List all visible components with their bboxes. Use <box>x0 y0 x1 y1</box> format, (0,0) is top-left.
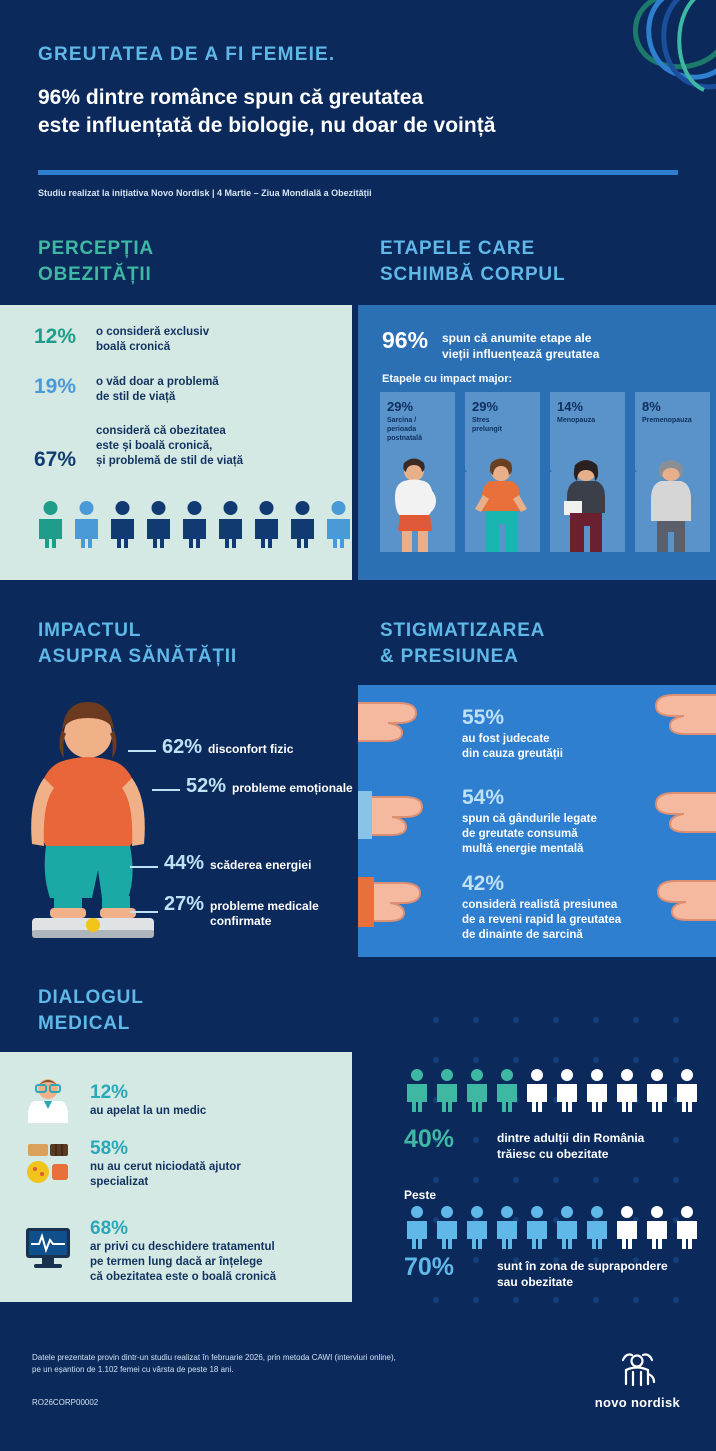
leader-line-2 <box>130 866 158 868</box>
stages-head-line1: ETAPELE CARE <box>380 238 535 259</box>
perception-item-1 <box>34 375 219 405</box>
header-subtitle: Studiu realizat la inițiativa Novo Nordisk | 4 Martie – Ziua Mondială a Obezității <box>38 188 372 198</box>
person-icon <box>404 1068 430 1112</box>
stigma-text-2: consideră realistă presiunea de a reveni rapid la greutatea de dinainte de sarcină <box>462 899 622 941</box>
stat-text-1: sunt în zona de supraponderе sau obezitate <box>497 1259 668 1289</box>
novo-nordisk-logo <box>595 1350 680 1410</box>
header-divider <box>38 170 678 175</box>
stages-list <box>380 392 710 552</box>
health-item-2 <box>164 852 311 875</box>
footer <box>0 1330 716 1451</box>
stage-label-2: Menopauza <box>557 417 596 424</box>
stigma-item-0 <box>462 706 563 762</box>
person-icon <box>404 1205 430 1249</box>
stigma-text-0: au fost judecate din cauza greutății <box>462 733 563 760</box>
leader-line-3 <box>130 911 158 913</box>
perception-pct-1: 19% <box>34 375 77 398</box>
stat-prefix-1: Peste <box>404 1188 437 1202</box>
person-icon <box>34 500 67 548</box>
stat-pct-1: 70% <box>404 1253 455 1281</box>
perception-pct-0: 12% <box>34 325 77 348</box>
stage-label-0: Sarcina / perioada postnatală <box>387 417 423 442</box>
header-title <box>38 84 638 141</box>
stages-head-line2: SCHIMBĂ CORPUL <box>380 263 566 285</box>
perception-text-0: o consideră exclusiv boală cronică <box>96 326 210 353</box>
dialog-item-0 <box>90 1082 206 1119</box>
section-heading-health <box>38 618 237 669</box>
stigma-pct-0: 55% <box>462 706 505 729</box>
dialog-text-2: ar privi cu deschidere tratamentul pe termen lung dacă ar înțelege că obezitatea este o boală cronică <box>90 1241 276 1283</box>
stage-arrow-1 <box>543 464 552 478</box>
person-icon <box>106 500 139 548</box>
section-heading-stigma <box>380 618 545 669</box>
stage-label-3: Premenopauza <box>642 417 692 424</box>
health-text-0: disconfort fizic <box>208 742 294 756</box>
dialog-text-0: au apelat la un medic <box>90 1105 207 1117</box>
perception-head-line2: OBEZITĂȚII <box>38 263 152 285</box>
health-pct-0: 62% <box>162 736 203 758</box>
person-icon <box>614 1068 640 1112</box>
monitor-icon <box>22 1222 74 1274</box>
stages-big-pct: 96% <box>382 327 429 353</box>
health-item-1 <box>186 775 353 798</box>
person-icon <box>464 1068 490 1112</box>
stigma-text-1: spun că gândurile legate de greutate consumă multă energie mentală <box>462 813 597 855</box>
person-icon <box>70 500 103 548</box>
perception-people-icons <box>34 500 355 548</box>
health-pct-3: 27% <box>164 893 205 915</box>
stat-people-row-0 <box>404 1068 700 1112</box>
pregnant-woman-illustration <box>380 457 455 552</box>
stigma-head-line2: & PRESIUNEA <box>380 645 519 667</box>
person-icon <box>584 1205 610 1249</box>
health-text-1: probleme emoționale <box>232 781 353 795</box>
person-icon <box>524 1068 550 1112</box>
header-title-line1: 96% dintre românce spun că greutatea <box>38 86 424 109</box>
stressed-woman-illustration <box>465 457 540 552</box>
person-icon <box>214 500 247 548</box>
person-icon <box>178 500 211 548</box>
health-pct-2: 44% <box>164 852 205 874</box>
stage-card-2 <box>550 392 625 552</box>
dialog-pct-2: 68% <box>90 1218 129 1239</box>
person-icon <box>554 1205 580 1249</box>
leader-line-1 <box>152 789 180 791</box>
food-icon <box>22 1140 74 1192</box>
health-text-2: scăderea energiei <box>210 858 312 872</box>
person-icon <box>524 1205 550 1249</box>
person-icon <box>644 1205 670 1249</box>
leader-line-0 <box>128 750 156 752</box>
header-kicker: GREUTATEA DE A FI FEMEIE. <box>38 44 336 65</box>
perception-head-line1: PERCEPȚIA <box>38 238 154 259</box>
health-pct-1: 52% <box>186 775 227 797</box>
person-icon <box>494 1205 520 1249</box>
dialog-text-1: nu au cerut niciodată ajutor specializat <box>90 1161 241 1188</box>
stigma-head-line1: STIGMATIZAREA <box>380 620 546 641</box>
dialog-head-line2: MEDICAL <box>38 1012 131 1034</box>
stigma-item-1 <box>462 786 597 857</box>
stages-sub-label: Etapele cu impact major: <box>382 373 513 385</box>
section-heading-dialog <box>38 985 144 1036</box>
person-icon <box>286 500 319 548</box>
older-woman-illustration <box>635 457 710 552</box>
dialog-item-2 <box>90 1218 276 1285</box>
person-icon <box>554 1068 580 1112</box>
person-icon <box>464 1205 490 1249</box>
person-icon <box>322 500 355 548</box>
footer-code: RO26CORP00002 <box>32 1398 99 1407</box>
stigma-item-2 <box>462 872 621 943</box>
perception-item-0 <box>34 325 209 355</box>
dialog-item-1 <box>90 1138 241 1190</box>
stage-card-1 <box>465 392 540 552</box>
person-icon <box>250 500 283 548</box>
health-head-line1: IMPACTUL <box>38 620 142 641</box>
person-icon <box>644 1068 670 1112</box>
stage-label-1: Stres prelungit <box>472 417 502 433</box>
stat-people-row-1 <box>404 1205 700 1249</box>
perception-pct-2: 67% <box>34 448 77 471</box>
header <box>0 0 716 215</box>
stat-text-0: dintre adulții din România trăiesc cu obezitate <box>497 1131 645 1161</box>
perception-text-1: o văd doar a problemă de stil de viață <box>96 376 219 403</box>
stat-block-0 <box>404 1125 454 1154</box>
doctor-icon <box>22 1075 74 1125</box>
person-icon <box>614 1205 640 1249</box>
stage-pct-0: 29% <box>387 399 414 414</box>
person-icon <box>494 1068 520 1112</box>
stigma-pct-1: 54% <box>462 786 505 809</box>
apis-bull-icon <box>613 1350 661 1390</box>
stage-arrow-0 <box>458 464 467 478</box>
person-icon <box>674 1205 700 1249</box>
perception-item-2 <box>34 424 243 472</box>
stage-card-3 <box>635 392 710 552</box>
stat-pct-0: 40% <box>404 1125 455 1153</box>
dialog-pct-1: 58% <box>90 1138 129 1159</box>
logo-wordmark: novo nordisk <box>594 1395 680 1410</box>
health-head-line2: ASUPRA SĂNĂTĂȚII <box>38 645 237 667</box>
footer-note: Datele prezentate provin dintr-un studiu realizat în februarie 2026, prin metoda CAWI (interviuri online), pe un eșantion de 1.102 femei cu vârsta de peste 18 ani. <box>32 1353 396 1375</box>
person-icon <box>584 1068 610 1112</box>
stigma-pct-2: 42% <box>462 872 505 895</box>
stat-block-1 <box>404 1253 454 1282</box>
person-icon <box>434 1205 460 1249</box>
perception-text-2: consideră că obezitatea este și boală cronică, și problemă de stil de viață <box>96 425 243 467</box>
stage-arrow-2 <box>628 464 637 478</box>
stage-pct-3: 8% <box>642 399 661 414</box>
woman-with-book-illustration <box>550 457 625 552</box>
stage-card-0 <box>380 392 455 552</box>
health-item-0 <box>162 736 293 759</box>
dialog-head-line1: DIALOGUL <box>38 987 144 1008</box>
person-icon <box>674 1068 700 1112</box>
person-icon <box>434 1068 460 1112</box>
header-title-line2: este influențată de biologie, nu doar de voință <box>38 114 496 138</box>
stages-big-text: spun că anumite etape ale vieții influențează greutatea <box>442 331 600 362</box>
dialog-pct-0: 12% <box>90 1082 129 1103</box>
section-heading-stages <box>380 236 565 287</box>
section-heading-perception <box>38 236 154 287</box>
health-item-3 <box>164 893 319 929</box>
health-text-3: probleme medicale confirmate <box>210 899 319 928</box>
person-icon <box>142 500 175 548</box>
stage-pct-1: 29% <box>472 399 499 414</box>
stage-pct-2: 14% <box>557 399 584 414</box>
